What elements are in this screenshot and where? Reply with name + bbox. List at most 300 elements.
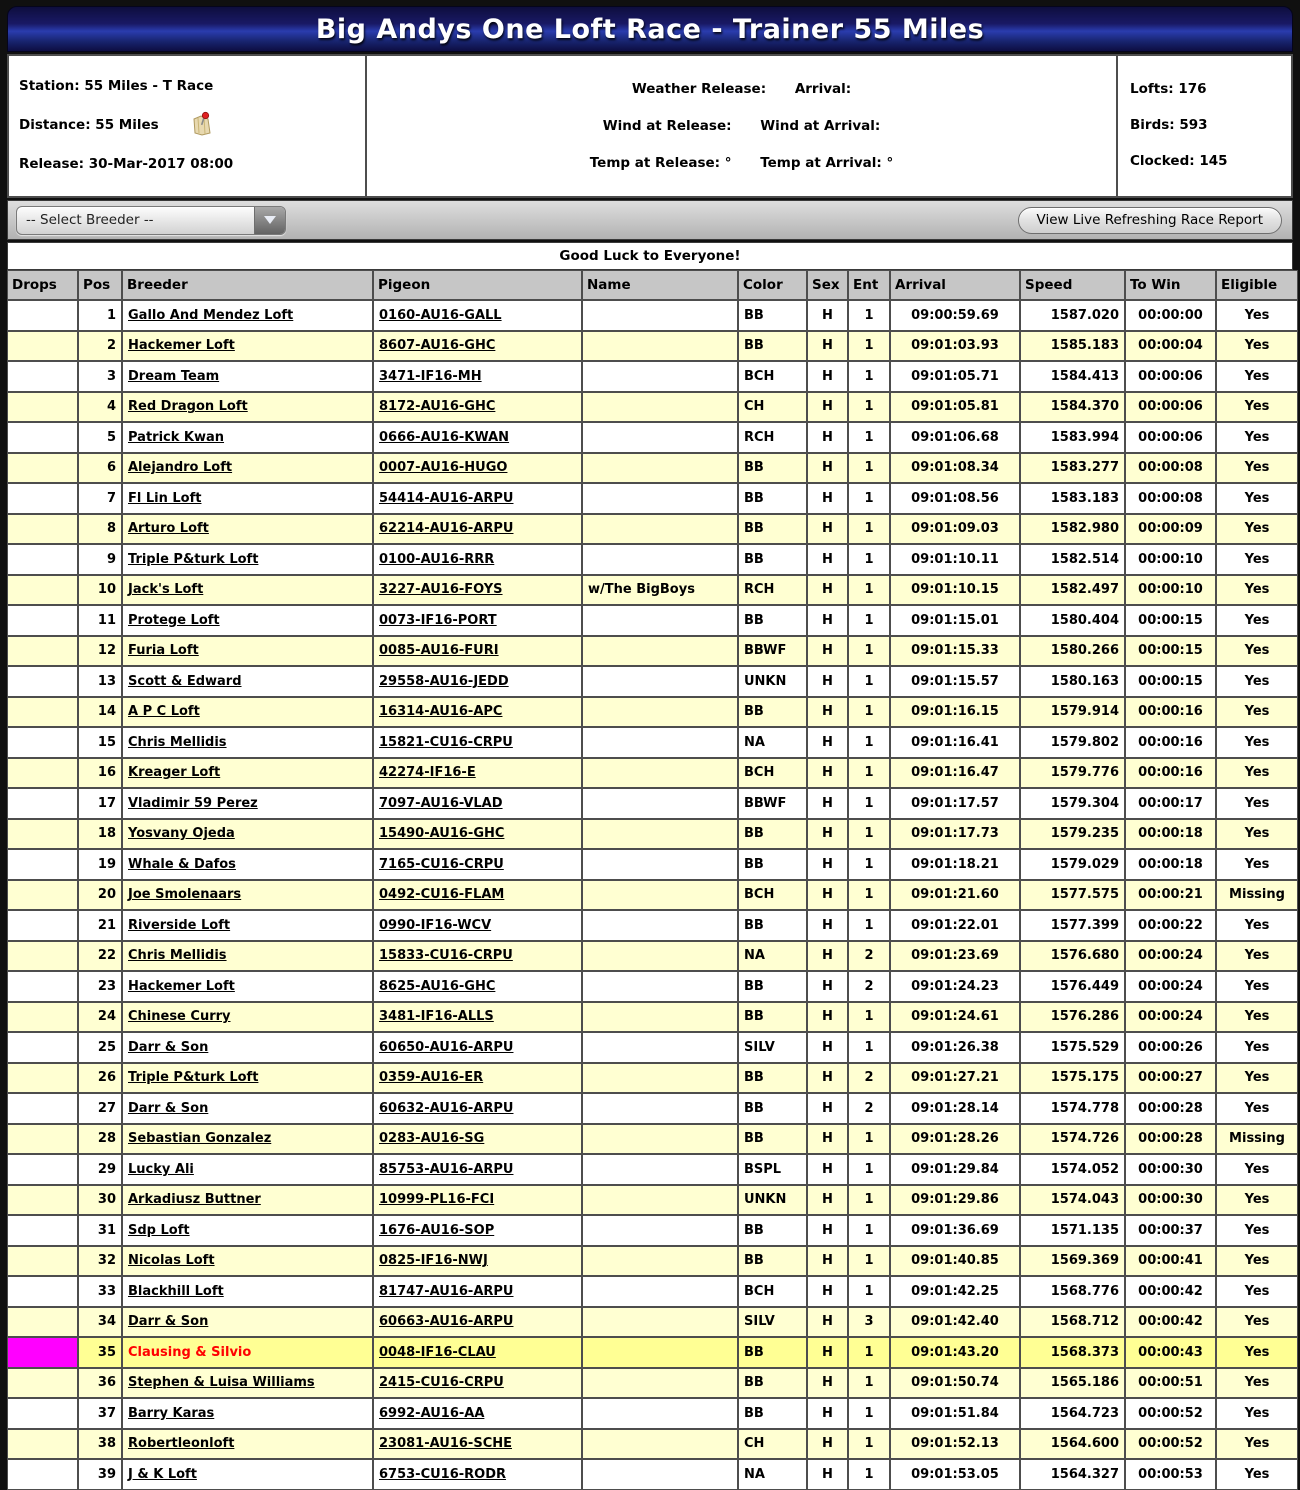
cell-name xyxy=(582,1002,738,1033)
cell-pos: 32 xyxy=(78,1246,122,1277)
cell-pos: 1 xyxy=(78,300,122,331)
col-header-drops: Drops xyxy=(7,270,78,300)
cell-pigeon xyxy=(373,1154,582,1185)
cell-drops xyxy=(7,1307,78,1338)
cell-eligible: Yes xyxy=(1216,727,1298,758)
pigeon-link[interactable]: 60663-AU16-ARPU xyxy=(379,1314,514,1330)
cell-arrival: 09:01:40.85 xyxy=(890,1246,1020,1277)
breeder-link[interactable]: Arkadiusz Buttner xyxy=(128,1192,261,1208)
pigeon-link[interactable]: 0100-AU16-RRR xyxy=(379,551,495,567)
cell-pos: 26 xyxy=(78,1063,122,1094)
cell-sex: H xyxy=(807,1276,848,1307)
breeder-link[interactable]: Dream Team xyxy=(128,368,220,384)
cell-sex: H xyxy=(807,666,848,697)
table-row xyxy=(7,392,1298,423)
cell-ent: 1 xyxy=(848,788,890,819)
cell-speed: 1579.776 xyxy=(1020,758,1125,789)
cell-ent: 1 xyxy=(848,1337,890,1368)
cell-color: BCH xyxy=(738,1276,807,1307)
cell-pigeon xyxy=(373,1124,582,1155)
cell-arrival: 09:01:15.33 xyxy=(890,636,1020,667)
cell-drops xyxy=(7,514,78,545)
table-row xyxy=(7,1185,1298,1216)
cell-ent: 1 xyxy=(848,453,890,484)
cell-speed: 1583.277 xyxy=(1020,453,1125,484)
table-row xyxy=(7,1276,1298,1307)
breeder-select[interactable] xyxy=(16,206,286,235)
breeder-link[interactable]: Hackemer Loft xyxy=(128,978,235,994)
pigeon-link[interactable]: 0666-AU16-KWAN xyxy=(379,429,510,445)
pigeon-link[interactable]: 0073-IF16-PORT xyxy=(379,612,497,628)
table-row xyxy=(7,727,1298,758)
cell-eligible: Missing xyxy=(1216,880,1298,911)
table-row xyxy=(7,1337,1298,1368)
cell-color: BB xyxy=(738,1215,807,1246)
cell-ent: 1 xyxy=(848,483,890,514)
table-row xyxy=(7,361,1298,392)
cell-color: NA xyxy=(738,1459,807,1490)
breeder-link[interactable]: Yosvany Ojeda xyxy=(128,826,235,842)
cell-name xyxy=(582,1063,738,1094)
breeder-link[interactable]: Riverside Loft xyxy=(128,917,231,933)
cell-arrival: 09:01:06.68 xyxy=(890,422,1020,453)
cell-sex: H xyxy=(807,1154,848,1185)
cell-pigeon xyxy=(373,727,582,758)
cell-ent: 1 xyxy=(848,1459,890,1490)
pigeon-link[interactable]: 0359-AU16-ER xyxy=(379,1070,484,1086)
breeder-link[interactable]: Joe Smolenaars xyxy=(128,887,242,903)
cell-eligible: Yes xyxy=(1216,1215,1298,1246)
breeder-link[interactable]: A P C Loft xyxy=(128,704,200,720)
release-text: Release: 30-Mar-2017 08:00 xyxy=(19,156,234,172)
pigeon-link[interactable]: 0007-AU16-HUGO xyxy=(379,460,508,476)
cell-name xyxy=(582,605,738,636)
breeder-link[interactable]: Chinese Curry xyxy=(128,1009,231,1025)
cell-breeder xyxy=(122,1246,373,1277)
pigeon-link[interactable]: 3481-IF16-ALLS xyxy=(379,1009,494,1025)
cell-towin: 00:00:24 xyxy=(1125,941,1216,972)
cell-ent: 1 xyxy=(848,514,890,545)
breeder-link[interactable]: Fl Lin Loft xyxy=(128,490,202,506)
cell-eligible: Yes xyxy=(1216,788,1298,819)
cell-drops xyxy=(7,1398,78,1429)
cell-arrival: 09:01:28.26 xyxy=(890,1124,1020,1155)
chevron-down-icon xyxy=(264,216,276,224)
cell-drops xyxy=(7,971,78,1002)
col-header-sex: Sex xyxy=(807,270,848,300)
cell-sex: H xyxy=(807,758,848,789)
cell-pigeon xyxy=(373,331,582,362)
cell-arrival: 09:01:05.81 xyxy=(890,392,1020,423)
breeder-link[interactable]: Sdp Loft xyxy=(128,1222,190,1238)
cell-eligible: Yes xyxy=(1216,1398,1298,1429)
cell-drops xyxy=(7,941,78,972)
cell-name xyxy=(582,544,738,575)
pigeon-link[interactable]: 1676-AU16-SOP xyxy=(379,1222,495,1238)
cell-towin: 00:00:18 xyxy=(1125,849,1216,880)
cell-name xyxy=(582,1093,738,1124)
map-pushpin-icon[interactable] xyxy=(189,111,215,141)
cell-ent: 1 xyxy=(848,758,890,789)
pigeon-link[interactable]: 0990-IF16-WCV xyxy=(379,917,492,933)
cell-color: BBWF xyxy=(738,788,807,819)
cell-color: BB xyxy=(738,605,807,636)
view-live-report-button[interactable]: View Live Refreshing Race Report xyxy=(1018,207,1282,234)
cell-sex: H xyxy=(807,605,848,636)
pigeon-link[interactable]: 15490-AU16-GHC xyxy=(379,826,505,842)
breeder-link[interactable]: Red Dragon Loft xyxy=(128,399,248,415)
cell-breeder xyxy=(122,392,373,423)
cell-ent: 1 xyxy=(848,727,890,758)
cell-towin: 00:00:30 xyxy=(1125,1185,1216,1216)
cell-pigeon xyxy=(373,941,582,972)
pigeon-link[interactable]: 0085-AU16-FURI xyxy=(379,643,499,659)
cell-name xyxy=(582,1185,738,1216)
cell-pos: 8 xyxy=(78,514,122,545)
cell-eligible: Yes xyxy=(1216,331,1298,362)
cell-eligible: Yes xyxy=(1216,1307,1298,1338)
cell-towin: 00:00:08 xyxy=(1125,453,1216,484)
cell-name xyxy=(582,1398,738,1429)
cell-eligible: Yes xyxy=(1216,361,1298,392)
breeder-link[interactable]: Scott & Edward xyxy=(128,673,242,689)
cell-arrival: 09:01:08.56 xyxy=(890,483,1020,514)
cell-color: BB xyxy=(738,331,807,362)
cell-eligible: Yes xyxy=(1216,941,1298,972)
pigeon-link[interactable]: 15821-CU16-CRPU xyxy=(379,734,513,750)
table-row xyxy=(7,575,1298,606)
table-row xyxy=(7,819,1298,850)
cell-ent: 1 xyxy=(848,697,890,728)
cell-eligible: Yes xyxy=(1216,514,1298,545)
pigeon-link[interactable]: 60632-AU16-ARPU xyxy=(379,1100,514,1116)
cell-ent: 1 xyxy=(848,819,890,850)
cell-pos: 25 xyxy=(78,1032,122,1063)
cell-breeder xyxy=(122,331,373,362)
table-row xyxy=(7,697,1298,728)
pigeon-link[interactable]: 7097-AU16-VLAD xyxy=(379,795,503,811)
cell-towin: 00:00:17 xyxy=(1125,788,1216,819)
cell-name xyxy=(582,1276,738,1307)
breeder-link[interactable]: Triple P&turk Loft xyxy=(128,1070,259,1086)
breeder-link[interactable]: Nicolas Loft xyxy=(128,1253,215,1269)
table-row xyxy=(7,1307,1298,1338)
weather-panel xyxy=(367,56,1118,196)
cell-breeder xyxy=(122,1002,373,1033)
cell-ent: 1 xyxy=(848,544,890,575)
cell-ent: 1 xyxy=(848,1154,890,1185)
cell-breeder xyxy=(122,1093,373,1124)
cell-drops xyxy=(7,788,78,819)
table-row xyxy=(7,544,1298,575)
cell-ent: 1 xyxy=(848,1368,890,1399)
cell-pos: 5 xyxy=(78,422,122,453)
cell-color: BCH xyxy=(738,758,807,789)
cell-sex: H xyxy=(807,544,848,575)
cell-drops xyxy=(7,1002,78,1033)
cell-speed: 1568.712 xyxy=(1020,1307,1125,1338)
weather-release-label: Weather Release: xyxy=(631,81,767,97)
cell-towin: 00:00:16 xyxy=(1125,727,1216,758)
cell-color: CH xyxy=(738,392,807,423)
cell-pos: 9 xyxy=(78,544,122,575)
cell-color: BB xyxy=(738,1246,807,1277)
select-arrow-button[interactable] xyxy=(254,207,285,234)
breeder-link[interactable]: Triple P&turk Loft xyxy=(128,551,259,567)
cell-breeder xyxy=(122,1276,373,1307)
cell-pos: 34 xyxy=(78,1307,122,1338)
cell-speed: 1579.914 xyxy=(1020,697,1125,728)
breeder-link[interactable]: Hackemer Loft xyxy=(128,338,235,354)
pigeon-link[interactable]: 85753-AU16-ARPU xyxy=(379,1161,514,1177)
table-row xyxy=(7,483,1298,514)
breeder-link[interactable]: Alejandro Loft xyxy=(128,460,233,476)
cell-eligible: Yes xyxy=(1216,849,1298,880)
pigeon-link[interactable]: 0825-IF16-NWJ xyxy=(379,1253,488,1269)
cell-drops xyxy=(7,422,78,453)
cell-arrival: 09:01:28.14 xyxy=(890,1093,1020,1124)
cell-name xyxy=(582,666,738,697)
cell-speed: 1582.497 xyxy=(1020,575,1125,606)
breeder-link[interactable]: Blackhill Loft xyxy=(128,1283,224,1299)
pigeon-link[interactable]: 29558-AU16-JEDD xyxy=(379,673,509,689)
cell-towin: 00:00:26 xyxy=(1125,1032,1216,1063)
pigeon-link[interactable]: 42274-IF16-E xyxy=(379,765,476,781)
race-info-strip xyxy=(7,54,1293,198)
pigeon-link[interactable]: 62214-AU16-ARPU xyxy=(379,521,514,537)
cell-name xyxy=(582,300,738,331)
cell-name xyxy=(582,941,738,972)
cell-pigeon xyxy=(373,1215,582,1246)
cell-speed: 1582.514 xyxy=(1020,544,1125,575)
pigeon-link[interactable]: 15833-CU16-CRPU xyxy=(379,948,513,964)
cell-color: BSPL xyxy=(738,1154,807,1185)
cell-eligible: Yes xyxy=(1216,1063,1298,1094)
col-header-pigeon: Pigeon xyxy=(373,270,582,300)
cell-pos: 7 xyxy=(78,483,122,514)
cell-color: BB xyxy=(738,544,807,575)
cell-speed: 1579.235 xyxy=(1020,819,1125,850)
breeder-link[interactable]: Sebastian Gonzalez xyxy=(128,1131,272,1147)
breeder-link[interactable]: J & K Loft xyxy=(128,1466,197,1482)
cell-arrival: 09:01:03.93 xyxy=(890,331,1020,362)
pigeon-link[interactable]: 0048-IF16-CLAU xyxy=(379,1344,496,1360)
cell-pigeon xyxy=(373,880,582,911)
cell-sex: H xyxy=(807,849,848,880)
table-row xyxy=(7,666,1298,697)
toolbar xyxy=(7,200,1293,240)
cell-color: NA xyxy=(738,727,807,758)
breeder-link[interactable]: Clausing & Silvio xyxy=(128,1344,252,1360)
cell-breeder xyxy=(122,514,373,545)
pigeon-link[interactable]: 3227-AU16-FOYS xyxy=(379,582,503,598)
cell-color: BCH xyxy=(738,361,807,392)
cell-pos: 21 xyxy=(78,910,122,941)
cell-eligible: Yes xyxy=(1216,1246,1298,1277)
cell-ent: 1 xyxy=(848,361,890,392)
pigeon-link[interactable]: 60650-AU16-ARPU xyxy=(379,1039,514,1055)
cell-towin: 00:00:22 xyxy=(1125,910,1216,941)
cell-speed: 1569.369 xyxy=(1020,1246,1125,1277)
cell-drops xyxy=(7,1154,78,1185)
cell-breeder xyxy=(122,1337,373,1368)
pigeon-link[interactable]: 6753-CU16-RODR xyxy=(379,1466,507,1482)
breeder-link[interactable]: Vladimir 59 Perez xyxy=(128,795,258,811)
birds-count: Birds: 593 xyxy=(1130,117,1208,133)
cell-color: BB xyxy=(738,483,807,514)
breeder-link[interactable]: Protege Loft xyxy=(128,612,220,628)
pigeon-link[interactable]: 54414-AU16-ARPU xyxy=(379,490,514,506)
cell-ent: 1 xyxy=(848,1398,890,1429)
breeder-link[interactable]: Chris Mellidis xyxy=(128,734,227,750)
title-bar xyxy=(7,6,1293,52)
weather-line-2 xyxy=(367,118,1116,134)
breeder-link[interactable]: Darr & Son xyxy=(128,1100,209,1116)
cell-pos: 27 xyxy=(78,1093,122,1124)
pigeon-link[interactable]: 0283-AU16-SG xyxy=(379,1131,485,1147)
cell-pigeon xyxy=(373,392,582,423)
cell-sex: H xyxy=(807,727,848,758)
pigeon-link[interactable]: 23081-AU16-SCHE xyxy=(379,1436,512,1452)
cell-towin: 00:00:15 xyxy=(1125,636,1216,667)
cell-drops xyxy=(7,392,78,423)
cell-speed: 1579.304 xyxy=(1020,788,1125,819)
cell-towin: 00:00:16 xyxy=(1125,697,1216,728)
cell-pigeon xyxy=(373,575,582,606)
breeder-link[interactable]: Jack's Loft xyxy=(128,582,204,598)
cell-towin: 00:00:00 xyxy=(1125,300,1216,331)
breeder-link[interactable]: Darr & Son xyxy=(128,1314,209,1330)
table-row xyxy=(7,788,1298,819)
cell-arrival: 09:01:18.21 xyxy=(890,849,1020,880)
wind-arrival-label: Wind at Arrival: xyxy=(760,118,881,134)
cell-towin: 00:00:24 xyxy=(1125,1002,1216,1033)
cell-ent: 1 xyxy=(848,1002,890,1033)
cell-breeder xyxy=(122,422,373,453)
cell-sex: H xyxy=(807,1185,848,1216)
pigeon-link[interactable]: 3471-IF16-MH xyxy=(379,368,482,384)
pigeon-link[interactable]: 10999-PL16-FCI xyxy=(379,1192,495,1208)
cell-speed: 1568.776 xyxy=(1020,1276,1125,1307)
cell-drops xyxy=(7,1215,78,1246)
cell-pigeon xyxy=(373,910,582,941)
cell-drops xyxy=(7,1368,78,1399)
cell-speed: 1579.029 xyxy=(1020,849,1125,880)
breeder-link[interactable]: Kreager Loft xyxy=(128,765,221,781)
breeder-link[interactable]: Furia Loft xyxy=(128,643,199,659)
pigeon-link[interactable]: 6992-AU16-AA xyxy=(379,1405,485,1421)
breeder-link[interactable]: Stephen & Luisa Williams xyxy=(128,1375,315,1391)
cell-pos: 24 xyxy=(78,1002,122,1033)
pigeon-link[interactable]: 2415-CU16-CRPU xyxy=(379,1375,504,1391)
cell-towin: 00:00:53 xyxy=(1125,1459,1216,1490)
cell-speed: 1565.186 xyxy=(1020,1368,1125,1399)
cell-pos: 3 xyxy=(78,361,122,392)
pigeon-link[interactable]: 81747-AU16-ARPU xyxy=(379,1283,514,1299)
cell-arrival: 09:01:51.84 xyxy=(890,1398,1020,1429)
pigeon-link[interactable]: 0160-AU16-GALL xyxy=(379,307,502,323)
cell-ent: 1 xyxy=(848,880,890,911)
breeder-link[interactable]: Gallo And Mendez Loft xyxy=(128,307,294,323)
cell-color: SILV xyxy=(738,1032,807,1063)
cell-name xyxy=(582,1124,738,1155)
table-row xyxy=(7,422,1298,453)
cell-sex: H xyxy=(807,697,848,728)
cell-ent: 1 xyxy=(848,392,890,423)
cell-breeder xyxy=(122,1215,373,1246)
col-header-ent: Ent xyxy=(848,270,890,300)
cell-breeder xyxy=(122,544,373,575)
pigeon-link[interactable]: 8172-AU16-GHC xyxy=(379,399,496,415)
cell-speed: 1576.449 xyxy=(1020,971,1125,1002)
breeder-link[interactable]: Arturo Loft xyxy=(128,521,209,537)
cell-breeder xyxy=(122,605,373,636)
breeder-link[interactable]: Patrick Kwan xyxy=(128,429,225,445)
breeder-link[interactable]: Darr & Son xyxy=(128,1039,209,1055)
cell-arrival: 09:01:10.11 xyxy=(890,544,1020,575)
pigeon-link[interactable]: 7165-CU16-CRPU xyxy=(379,856,504,872)
pigeon-link[interactable]: 8625-AU16-GHC xyxy=(379,978,496,994)
cell-arrival: 09:01:08.34 xyxy=(890,453,1020,484)
cell-sex: H xyxy=(807,361,848,392)
cell-eligible: Yes xyxy=(1216,544,1298,575)
cell-towin: 00:00:37 xyxy=(1125,1215,1216,1246)
breeder-link[interactable]: Whale & Dafos xyxy=(128,856,236,872)
cell-towin: 00:00:10 xyxy=(1125,575,1216,606)
breeder-link[interactable]: Robertleonloft xyxy=(128,1436,235,1452)
col-header-towin: To Win xyxy=(1125,270,1216,300)
cell-sex: H xyxy=(807,1215,848,1246)
cell-drops xyxy=(7,300,78,331)
cell-pos: 6 xyxy=(78,453,122,484)
cell-towin: 00:00:06 xyxy=(1125,392,1216,423)
pigeon-link[interactable]: 16314-AU16-APC xyxy=(379,704,503,720)
cell-pos: 23 xyxy=(78,971,122,1002)
col-header-speed: Speed xyxy=(1020,270,1125,300)
race-results-table xyxy=(7,270,1298,1490)
pigeon-link[interactable]: 0492-CU16-FLAM xyxy=(379,887,505,903)
cell-speed: 1564.327 xyxy=(1020,1459,1125,1490)
cell-eligible: Yes xyxy=(1216,1002,1298,1033)
cell-towin: 00:00:27 xyxy=(1125,1063,1216,1094)
cell-color: BB xyxy=(738,910,807,941)
cell-ent: 1 xyxy=(848,1185,890,1216)
cell-breeder xyxy=(122,1154,373,1185)
cell-eligible: Yes xyxy=(1216,758,1298,789)
cell-pos: 4 xyxy=(78,392,122,423)
cell-towin: 00:00:15 xyxy=(1125,605,1216,636)
cell-ent: 1 xyxy=(848,605,890,636)
cell-sex: H xyxy=(807,880,848,911)
cell-pos: 2 xyxy=(78,331,122,362)
cell-sex: H xyxy=(807,1124,848,1155)
table-row xyxy=(7,1429,1298,1460)
cell-ent: 2 xyxy=(848,941,890,972)
cell-ent: 2 xyxy=(848,971,890,1002)
cell-arrival: 09:01:22.01 xyxy=(890,910,1020,941)
breeder-link[interactable]: Lucky Ali xyxy=(128,1161,194,1177)
pigeon-link[interactable]: 8607-AU16-GHC xyxy=(379,338,496,354)
cell-towin: 00:00:06 xyxy=(1125,422,1216,453)
cell-name xyxy=(582,1032,738,1063)
cell-breeder xyxy=(122,910,373,941)
cell-drops xyxy=(7,1276,78,1307)
breeder-link[interactable]: Barry Karas xyxy=(128,1405,215,1421)
cell-eligible: Yes xyxy=(1216,1368,1298,1399)
cell-name xyxy=(582,697,738,728)
breeder-link[interactable]: Chris Mellidis xyxy=(128,948,227,964)
cell-arrival: 09:01:52.13 xyxy=(890,1429,1020,1460)
